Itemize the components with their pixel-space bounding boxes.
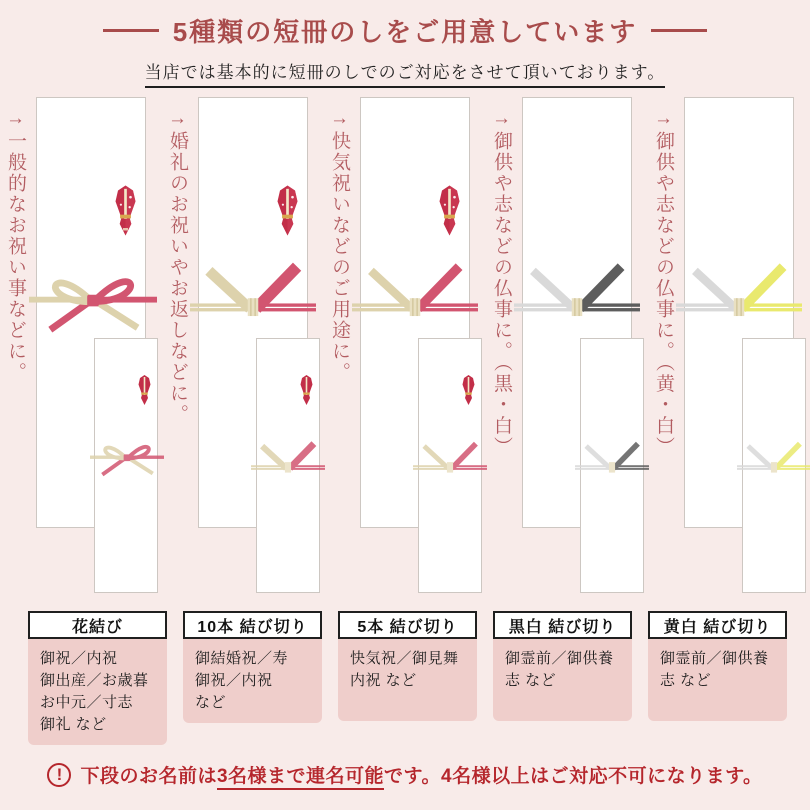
title-rule-left-icon xyxy=(103,29,159,32)
use-item: 志 など xyxy=(660,672,712,689)
arrow-icon: → xyxy=(491,108,512,131)
use-item: 御霊前／御供養 xyxy=(505,650,614,667)
use-item: お中元／寸志 xyxy=(40,694,134,711)
use-item: など xyxy=(195,694,227,711)
description-text: 御供や志などの仏事に。（黒・白） xyxy=(491,131,512,458)
noshi-strip-small xyxy=(94,338,158,593)
section-title: 5種類の短冊のしをご用意しています xyxy=(172,17,638,47)
noshi-type-column xyxy=(324,90,486,605)
arrow-icon: → xyxy=(167,108,188,131)
noshi-strip-small xyxy=(742,338,806,593)
noshi-ornament-icon xyxy=(437,182,462,239)
knot-name-label: 黒白 結び切り xyxy=(493,611,632,639)
noshi-strip-small xyxy=(418,338,482,593)
description-text: 御供や志などの仏事に。（黄・白） xyxy=(653,131,674,458)
description-text: 快気祝いなどのご用途に。 xyxy=(329,131,350,383)
mizuhiki-flat-knot-icon xyxy=(514,252,640,319)
arrow-icon: → xyxy=(653,108,674,131)
usage-description-vertical xyxy=(327,108,351,600)
mizuhiki-flat-knot-icon xyxy=(737,435,810,474)
noshi-strip-small xyxy=(256,338,320,593)
knot-label-group xyxy=(183,611,322,745)
uses-list xyxy=(338,639,477,721)
exclamation-circle-icon: ! xyxy=(47,763,71,787)
arrow-icon: → xyxy=(329,108,350,131)
use-item: 御結婚祝／寿 xyxy=(195,650,289,667)
use-item: 御祝／内祝 xyxy=(40,650,118,667)
section-subtitle: 当店では基本的に短冊のしでのご対応をさせて頂いております。 xyxy=(145,58,666,88)
uses-list xyxy=(28,639,167,745)
use-item: 志 など xyxy=(505,672,557,689)
mizuhiki-flat-knot-icon xyxy=(251,435,325,474)
knot-label-group xyxy=(338,611,477,745)
usage-description-vertical xyxy=(651,108,675,600)
mizuhiki-bow-knot-icon xyxy=(90,432,164,481)
use-item: 御出産／お歳暮 xyxy=(40,672,149,689)
mizuhiki-bow-knot-icon xyxy=(29,256,157,341)
noshi-strip-small xyxy=(580,338,644,593)
noshi-columns xyxy=(0,90,810,605)
arrow-icon: → xyxy=(5,108,26,131)
mizuhiki-flat-knot-icon xyxy=(575,435,649,474)
knot-labels-row xyxy=(28,611,787,745)
use-item: 快気祝／御見舞 xyxy=(350,650,459,667)
uses-list xyxy=(648,639,787,721)
title-row xyxy=(0,12,810,49)
mizuhiki-flat-knot-icon xyxy=(352,252,478,319)
noshi-ornament-icon xyxy=(299,373,314,407)
noshi-type-column xyxy=(486,90,648,605)
notice-text xyxy=(80,761,762,788)
use-item: 御祝／内祝 xyxy=(195,672,273,689)
usage-description-vertical xyxy=(3,108,27,600)
knot-name-label: 黄白 結び切り xyxy=(648,611,787,639)
use-item: 内祝 など xyxy=(350,672,417,689)
notice-suffix: です。4名様以上はご対応不可になります。 xyxy=(384,766,763,787)
header xyxy=(0,0,810,88)
notice xyxy=(0,761,810,788)
use-item: 御礼 など xyxy=(40,716,107,733)
knot-name-label: 10本 結び切り xyxy=(183,611,322,639)
mizuhiki-flat-knot-icon xyxy=(676,252,802,319)
notice-prefix: 下段のお名前は xyxy=(80,766,217,787)
noshi-ornament-icon xyxy=(275,182,300,239)
noshi-type-column xyxy=(648,90,810,605)
mizuhiki-flat-knot-icon xyxy=(190,252,316,319)
noshi-type-column xyxy=(0,90,162,605)
notice-underlined: 3名様まで連名可能 xyxy=(217,766,384,790)
uses-list xyxy=(183,639,322,723)
knot-label-group xyxy=(28,611,167,745)
mizuhiki-flat-knot-icon xyxy=(413,435,487,474)
knot-name-label: 花結び xyxy=(28,611,167,639)
noshi-ornament-icon xyxy=(461,373,476,407)
title-rule-right-icon xyxy=(651,29,707,32)
noshi-ornament-icon xyxy=(137,373,152,407)
usage-description-vertical xyxy=(489,108,513,600)
noshi-ornament-icon xyxy=(113,182,138,239)
usage-description-vertical xyxy=(165,108,189,600)
knot-name-label: 5本 結び切り xyxy=(338,611,477,639)
use-item: 御霊前／御供養 xyxy=(660,650,769,667)
knot-label-group xyxy=(493,611,632,745)
noshi-type-column xyxy=(162,90,324,605)
uses-list xyxy=(493,639,632,721)
description-text: 婚礼のお祝いやお返しなどに。 xyxy=(167,131,188,425)
description-text: 一般的なお祝い事などに。 xyxy=(5,131,26,383)
knot-label-group xyxy=(648,611,787,745)
